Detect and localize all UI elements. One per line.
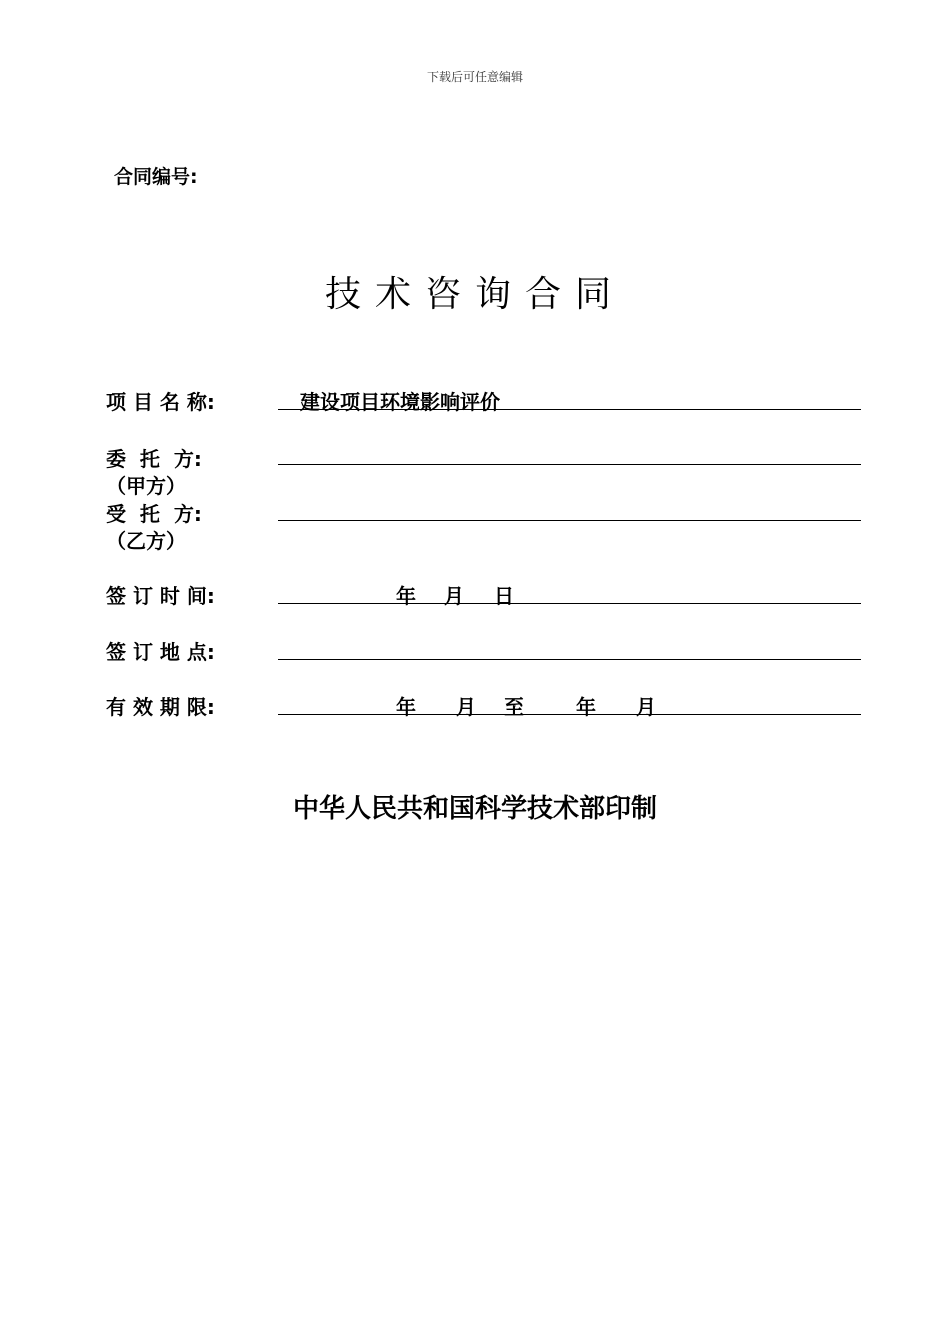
validity-to: 至 [504,695,524,719]
sign-date-line [278,603,861,604]
validity-from-month: 月 [456,695,476,719]
project-name-line [278,409,861,410]
contractor-line [278,520,861,521]
footer-organization: 中华人民共和国科学技术部印制 [292,794,657,824]
validity-to-month: 月 [636,695,656,719]
sign-place-line [278,659,861,660]
header-note: 下载后可任意编辑 [426,70,523,84]
client-sub-label: （甲方） [106,474,186,498]
project-name-value[interactable]: 建设项目环境影响评价 [300,390,500,414]
validity-label: 有 效 期 限: [106,695,215,719]
contractor-label: 受 托 方: [106,502,202,526]
project-name-label: 项 目 名 称: [106,390,215,414]
client-label: 委 托 方: [106,447,202,471]
validity-line [278,714,861,715]
validity-to-year: 年 [576,695,596,719]
client-line [278,464,861,465]
document-title: 技术咨询合同 [324,274,625,315]
sign-date-year: 年 [396,584,416,608]
contract-number-label: 合同编号: [114,166,198,188]
sign-date-label: 签 订 时 间: [106,584,215,608]
validity-from-year: 年 [396,695,416,719]
contractor-sub-label: （乙方） [106,529,186,553]
sign-place-label: 签 订 地 点: [106,640,215,664]
sign-date-day: 日 [494,584,514,608]
sign-date-month: 月 [444,584,464,608]
